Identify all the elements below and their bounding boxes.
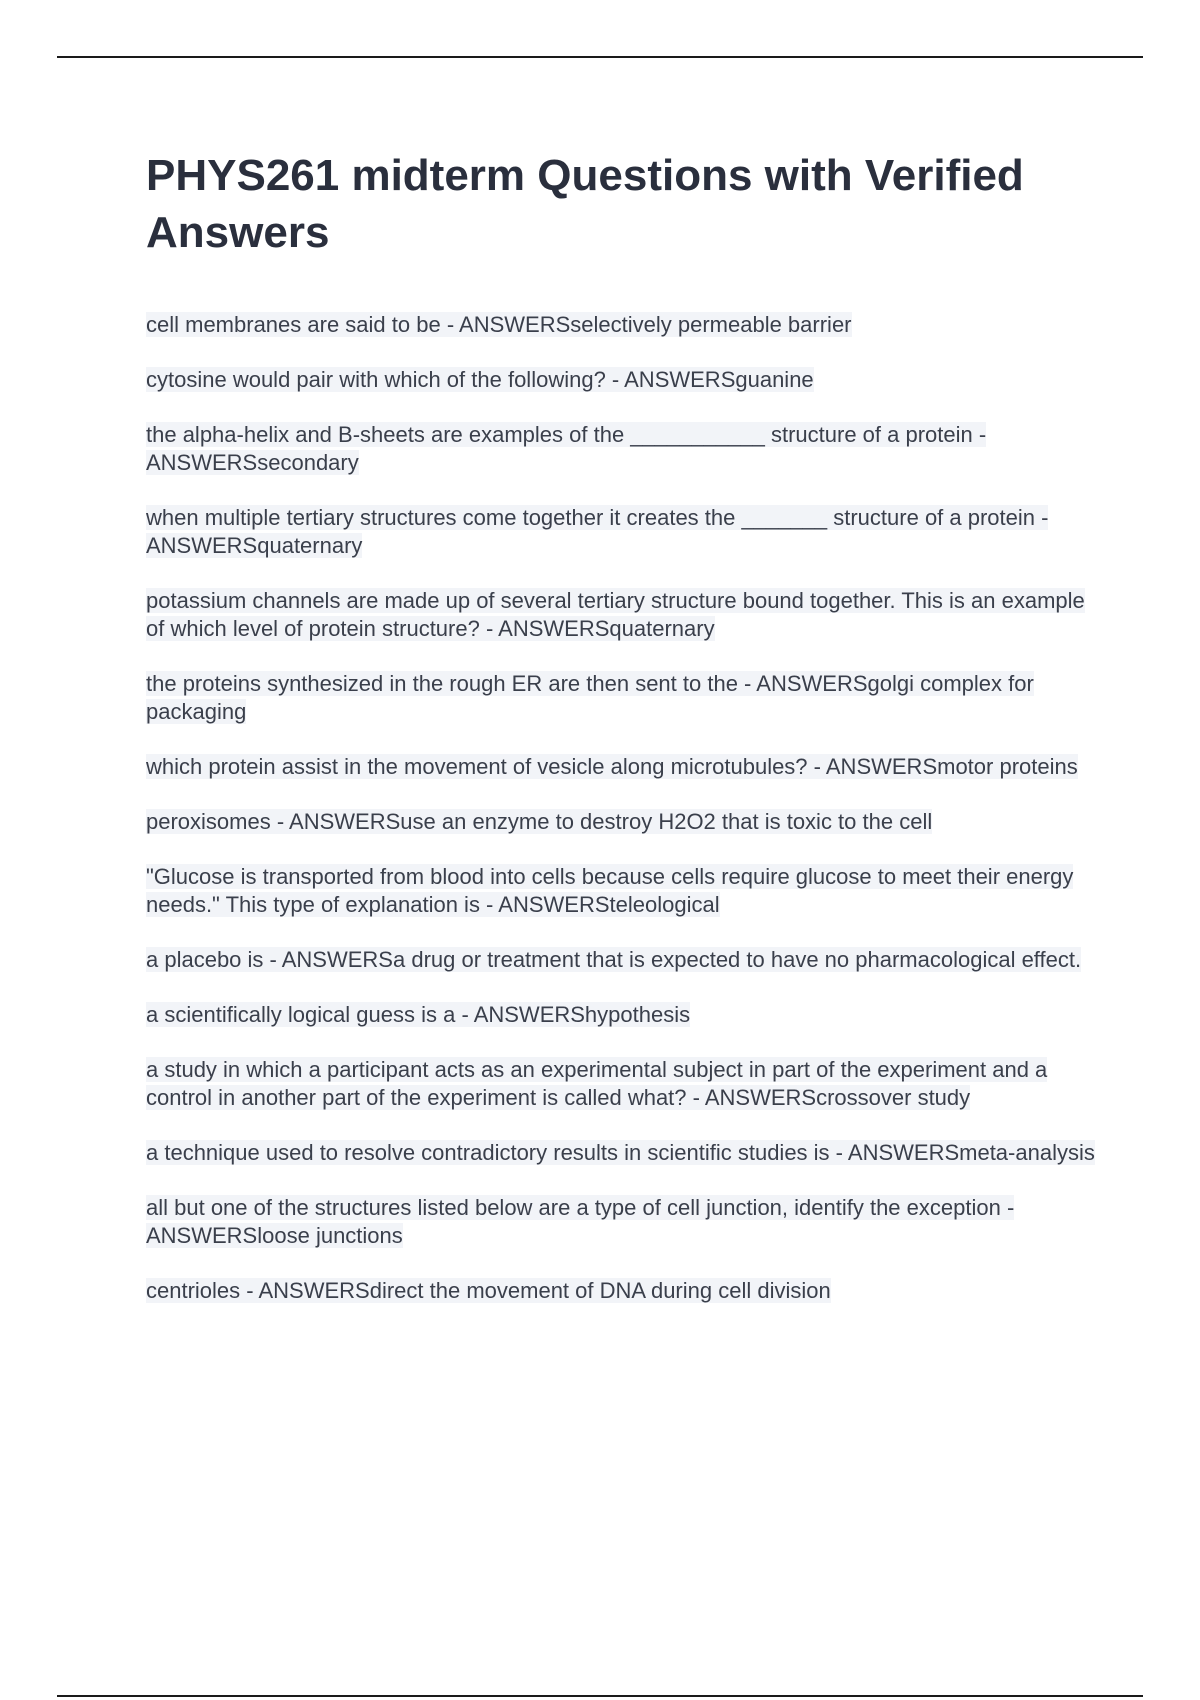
list-item (146, 670, 1096, 726)
list-item (146, 808, 1096, 836)
question-list (146, 311, 1096, 1332)
list-item (146, 1277, 1096, 1305)
list-item (146, 587, 1096, 643)
page-title: PHYS261 midterm Questions with Verified Answers (146, 151, 1024, 257)
question-answer-text: a placebo is - ANSWERSa drug or treatment that is expected to have no pharmacological effect. (146, 947, 1082, 972)
list-item (146, 1001, 1096, 1029)
question-answer-text: the alpha-helix and B-sheets are examples of the ___________ structure of a protein - ANSWERSsecondary (146, 422, 987, 475)
list-item (146, 863, 1096, 919)
question-answer-text: all but one of the structures listed below are a type of cell junction, identify the exception - ANSWERSloose junctions (146, 1195, 1015, 1248)
list-item (146, 311, 1096, 339)
question-answer-text: cytosine would pair with which of the following? - ANSWERSguanine (146, 367, 814, 392)
list-item (146, 946, 1096, 974)
question-answer-text: a study in which a participant acts as an experimental subject in part of the experiment and a control in another part of the experiment is called what? - ANSWERScrossover study (146, 1057, 1048, 1110)
list-item (146, 421, 1096, 477)
list-item (146, 1139, 1096, 1167)
question-answer-text: a scientifically logical guess is a - ANSWERShypothesis (146, 1002, 691, 1027)
top-divider (57, 56, 1143, 58)
list-item (146, 366, 1096, 394)
question-answer-text: cell membranes are said to be - ANSWERSselectively permeable barrier (146, 312, 852, 337)
question-answer-text: "Glucose is transported from blood into cells because cells require glucose to meet their energy needs." This type of explanation is - ANSWERSteleological (146, 864, 1074, 917)
bottom-divider (57, 1695, 1143, 1697)
question-answer-text: the proteins synthesized in the rough ER are then sent to the - ANSWERSgolgi complex for packaging (146, 671, 1034, 724)
question-answer-text: peroxisomes - ANSWERSuse an enzyme to destroy H2O2 that is toxic to the cell (146, 809, 933, 834)
list-item (146, 753, 1096, 781)
list-item (146, 504, 1096, 560)
question-answer-text: centrioles - ANSWERSdirect the movement of DNA during cell division (146, 1278, 831, 1303)
question-answer-text: which protein assist in the movement of vesicle along microtubules? - ANSWERSmotor proteins (146, 754, 1078, 779)
list-item (146, 1056, 1096, 1112)
question-answer-text: when multiple tertiary structures come together it creates the _______ structure of a protein - ANSWERSquaternary (146, 505, 1049, 558)
question-answer-text: potassium channels are made up of several tertiary structure bound together. This is an example of which level of protein structure? - ANSWERSquaternary (146, 588, 1085, 641)
list-item (146, 1194, 1096, 1250)
question-answer-text: a technique used to resolve contradictory results in scientific studies is - ANSWERSmeta-analysis (146, 1140, 1095, 1165)
